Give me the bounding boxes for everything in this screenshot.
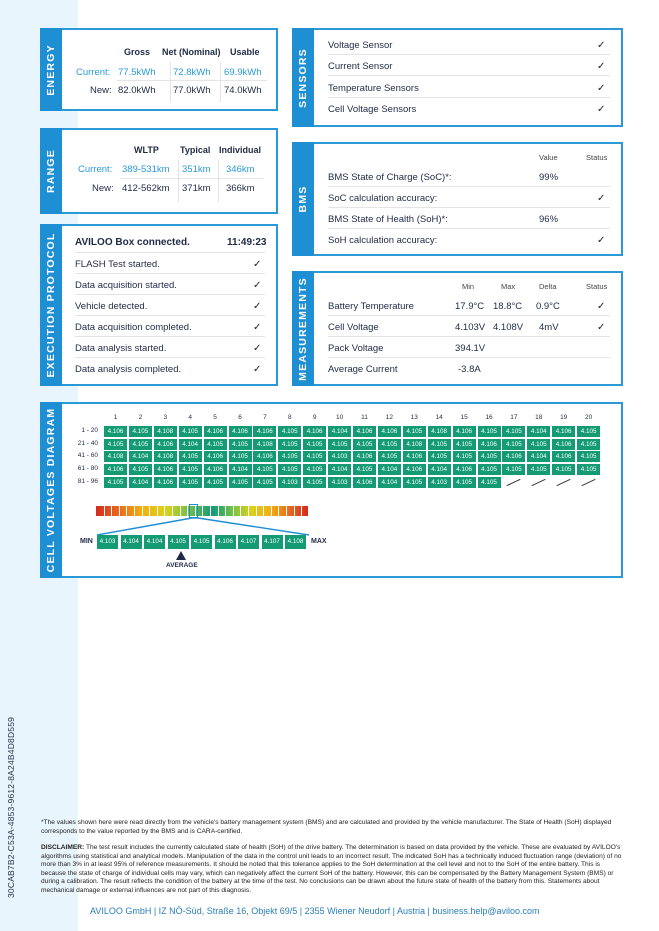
cell-voltage: 4.105 xyxy=(204,439,227,450)
divider xyxy=(328,207,610,208)
divider xyxy=(328,228,610,229)
cell-voltage xyxy=(502,477,525,488)
range-new-typical: 371km xyxy=(182,183,211,194)
energy-current-label: Current: xyxy=(76,67,111,78)
cell-voltage: 4.105 xyxy=(303,477,326,488)
bms-col-status: Status xyxy=(586,153,608,162)
meas-temp-delta: 0.9°C xyxy=(536,301,560,312)
cell-voltage: 4.105 xyxy=(428,451,451,462)
energy-new-usable: 74.0kWh xyxy=(224,85,262,96)
cell-voltage xyxy=(552,477,575,488)
cell-voltage: 4.105 xyxy=(577,439,600,450)
divider xyxy=(170,62,171,102)
column-number: 20 xyxy=(584,414,593,421)
cell-voltage: 4.104 xyxy=(527,426,550,437)
cell-voltage: 4.105 xyxy=(428,439,451,450)
meas-col-status: Status xyxy=(586,282,608,291)
check-icon: ✓ xyxy=(597,301,606,312)
disclaimer-label: DISCLAIMER: xyxy=(41,844,85,851)
cell-voltage: 4.108 xyxy=(428,426,451,437)
row-label: 81 - 96 xyxy=(77,477,98,485)
cell-voltage: 4.106 xyxy=(253,451,276,462)
cell-voltage: 4.106 xyxy=(403,451,426,462)
range-current-label: Current: xyxy=(78,164,113,175)
sensors-label: SENSORS xyxy=(292,28,314,127)
column-number: 11 xyxy=(361,414,368,421)
cell-voltage: 4.106 xyxy=(104,464,127,475)
cell-voltage: 4.106 xyxy=(303,426,326,437)
meas-col-delta: Delta xyxy=(539,282,557,291)
cell-voltage: 4.106 xyxy=(353,477,376,488)
check-icon: ✓ xyxy=(253,280,262,291)
execution-time: 11:49:23 xyxy=(227,237,267,248)
cell-voltage: 4.105 xyxy=(104,439,127,450)
min-label: MIN xyxy=(80,538,93,545)
cell-voltage: 4.103 xyxy=(328,451,351,462)
scale-value: 4.105 xyxy=(168,535,190,549)
cell-voltage: 4.108 xyxy=(154,451,177,462)
column-number: 18 xyxy=(535,414,543,421)
cell-voltage xyxy=(577,477,600,488)
range-new-individual: 366km xyxy=(226,183,255,194)
divider xyxy=(328,315,610,316)
cell-voltage: 4.105 xyxy=(478,426,501,437)
meas-cell-voltage-max: 4.108V xyxy=(493,322,524,333)
cell-voltage: 4.104 xyxy=(129,477,152,488)
cell-voltage: 4.105 xyxy=(179,464,202,475)
check-icon: ✓ xyxy=(597,193,606,204)
divider xyxy=(75,273,265,274)
meas-pack-voltage-label: Pack Voltage xyxy=(328,343,384,354)
cell-voltage: 4.105 xyxy=(353,439,376,450)
divider xyxy=(328,186,610,187)
divider xyxy=(75,294,265,295)
cell-voltage: 4.105 xyxy=(502,464,525,475)
divider xyxy=(75,315,265,316)
execution-step-3: Vehicle detected. xyxy=(75,301,148,312)
cell-voltage: 4.105 xyxy=(229,451,252,462)
range-current-typical: 351km xyxy=(182,164,211,175)
column-number: 8 xyxy=(287,414,292,421)
cell-voltage xyxy=(527,477,550,488)
column-number: 1 xyxy=(113,414,118,421)
cell-voltage: 4.105 xyxy=(303,464,326,475)
check-icon: ✓ xyxy=(253,259,262,270)
meas-pack-voltage-value: 394.1V xyxy=(455,343,486,354)
sensor-temperature: Temperature Sensors xyxy=(328,83,419,94)
check-icon: ✓ xyxy=(597,104,606,115)
cell-voltage: 4.105 xyxy=(453,451,476,462)
meas-avg-current-value: -3.8A xyxy=(458,364,481,375)
meas-col-min: Min xyxy=(462,282,475,291)
cell-voltage: 4.108 xyxy=(104,451,127,462)
meas-temp-label: Battery Temperature xyxy=(328,301,414,312)
cell-voltage: 4.105 xyxy=(229,439,252,450)
meas-temp-min: 17.9°C xyxy=(455,301,485,312)
check-icon: ✓ xyxy=(253,364,262,375)
scale-value: 4.103 xyxy=(97,535,119,549)
bms-soh-value: 96% xyxy=(539,214,559,225)
energy-label: ENERGY xyxy=(40,28,62,111)
execution-step-1: FLASH Test started. xyxy=(75,259,160,270)
cell-voltage: 4.106 xyxy=(353,426,376,437)
range-label: RANGE xyxy=(40,128,62,214)
column-number: 14 xyxy=(435,414,443,421)
meas-temp-max: 18.8°C xyxy=(493,301,523,312)
bms-soc-label: BMS State of Charge (SoC)*: xyxy=(328,172,452,183)
execution-title: AVILOO Box connected. xyxy=(75,237,190,248)
cell-voltage: 4.104 xyxy=(129,451,152,462)
cell-voltage: 4.105 xyxy=(229,477,252,488)
scale-value: 4.104 xyxy=(121,535,143,549)
cell-voltage: 4.105 xyxy=(577,451,600,462)
divider xyxy=(220,62,221,102)
cell-voltage: 4.106 xyxy=(453,426,476,437)
energy-current-net: 72.8kWh xyxy=(173,67,211,78)
range-new-label: New: xyxy=(92,183,114,194)
column-number: 3 xyxy=(163,414,168,421)
range-header-individual: Individual xyxy=(219,145,262,155)
cell-voltage: 4.104 xyxy=(527,451,550,462)
cell-voltage: 4.108 xyxy=(253,439,276,450)
check-icon: ✓ xyxy=(597,40,606,51)
cell-voltage: 4.105 xyxy=(353,464,376,475)
average-label: AVERAGE xyxy=(166,562,198,569)
execution-step-4: Data acquisition completed. xyxy=(75,322,192,333)
cell-voltage: 4.105 xyxy=(253,464,276,475)
cell-voltage: 4.105 xyxy=(278,426,301,437)
divider xyxy=(328,336,610,337)
divider xyxy=(178,160,179,202)
cell-voltage: 4.105 xyxy=(478,477,501,488)
column-number: 4 xyxy=(188,414,192,421)
scale-value: 4.107 xyxy=(262,535,284,549)
cell-voltage: 4.106 xyxy=(502,451,525,462)
energy-header-net: Net (Nominal) xyxy=(162,47,221,57)
cell-voltage: 4.104 xyxy=(328,426,351,437)
divider xyxy=(117,80,267,81)
column-number: 10 xyxy=(335,414,344,421)
check-icon: ✓ xyxy=(253,322,262,333)
energy-new-label: New: xyxy=(90,85,112,96)
cell-voltage: 4.105 xyxy=(278,439,301,450)
cell-voltage: 4.105 xyxy=(129,464,152,475)
bms-col-value: Value xyxy=(539,153,558,162)
column-number: 12 xyxy=(385,414,393,421)
range-header-typical: Typical xyxy=(180,145,211,155)
row-label: 41 - 60 xyxy=(77,452,98,460)
cell-voltage: 4.104 xyxy=(428,464,451,475)
energy-panel xyxy=(40,28,278,111)
max-label: MAX xyxy=(311,538,327,545)
cell-voltage: 4.105 xyxy=(303,439,326,450)
cell-voltage: 4.106 xyxy=(353,451,376,462)
execution-step-6: Data analysis completed. xyxy=(75,364,182,375)
divider xyxy=(120,178,264,179)
execution-step-2: Data acquisition started. xyxy=(75,280,177,291)
column-number: 6 xyxy=(238,414,242,421)
cell-voltage: 4.106 xyxy=(253,426,276,437)
cell-voltage: 4.103 xyxy=(428,477,451,488)
energy-header-usable: Usable xyxy=(230,47,260,57)
cell-voltage: 4.105 xyxy=(378,439,401,450)
row-label: 21 - 40 xyxy=(77,439,98,447)
divider xyxy=(75,357,265,358)
cell-voltage: 4.105 xyxy=(577,464,600,475)
range-current-wltp: 389-531km xyxy=(122,164,170,175)
meas-cell-voltage-label: Cell Voltage xyxy=(328,322,379,333)
cell-voltage: 4.106 xyxy=(478,439,501,450)
cell-voltage: 4.105 xyxy=(403,477,426,488)
scale-bracket xyxy=(95,515,315,537)
column-number: 2 xyxy=(138,414,143,421)
column-number: 13 xyxy=(410,414,418,421)
cell-voltage: 4.105 xyxy=(527,464,550,475)
meas-cell-voltage-delta: 4mV xyxy=(539,322,559,333)
cell-voltage: 4.103 xyxy=(278,477,301,488)
energy-current-gross: 77.5kWh xyxy=(118,67,156,78)
divider xyxy=(328,357,610,358)
cell-voltage: 4.104 xyxy=(229,464,252,475)
divider xyxy=(328,54,610,55)
divider xyxy=(328,97,610,98)
measurements-label: MEASUREMENTS xyxy=(292,271,314,386)
cell-voltage: 4.105 xyxy=(104,477,127,488)
scale-value: 4.105 xyxy=(191,535,213,549)
cell-voltage: 4.106 xyxy=(453,464,476,475)
column-number: 17 xyxy=(510,414,518,421)
cell-voltage: 4.105 xyxy=(303,451,326,462)
footer: AVILOO GmbH | IZ NÖ-Süd, Straße 16, Objekt 69/5 | 2355 Wiener Neudorf | Austria | business.help@aviloo.com xyxy=(90,906,540,916)
cell-voltage: 4.106 xyxy=(552,451,575,462)
divider xyxy=(328,75,610,76)
check-icon: ✓ xyxy=(597,61,606,72)
check-icon: ✓ xyxy=(597,235,606,246)
sensor-current: Current Sensor xyxy=(328,61,393,72)
cell-voltage: 4.108 xyxy=(403,439,426,450)
cell-voltage: 4.105 xyxy=(478,464,501,475)
check-icon: ✓ xyxy=(253,343,262,354)
cell-voltage: 4.105 xyxy=(278,451,301,462)
sensors-panel xyxy=(292,28,623,127)
scale-value: 4.108 xyxy=(285,535,307,549)
scale-value: 4.104 xyxy=(144,535,166,549)
cell-voltage: 4.106 xyxy=(204,426,227,437)
cell-voltage: 4.105 xyxy=(527,439,550,450)
bms-panel xyxy=(292,142,623,256)
cell-voltage: 4.104 xyxy=(179,439,202,450)
energy-new-net: 77.0kWh xyxy=(173,85,211,96)
check-icon: ✓ xyxy=(597,322,606,333)
cell-voltage: 4.106 xyxy=(229,426,252,437)
cell-voltage: 4.104 xyxy=(378,464,401,475)
cell-voltage: 4.105 xyxy=(179,451,202,462)
meas-cell-voltage-min: 4.103V xyxy=(455,322,486,333)
bms-soh-accuracy-label: SoH calculation accuracy: xyxy=(328,235,438,246)
column-number: 9 xyxy=(312,414,317,421)
bms-label: BMS xyxy=(292,142,314,256)
cell-voltage: 4.105 xyxy=(453,439,476,450)
cell-voltage: 4.105 xyxy=(253,477,276,488)
bms-soh-label: BMS State of Health (SoH)*: xyxy=(328,214,448,225)
measurements-panel xyxy=(292,271,623,386)
range-current-individual: 346km xyxy=(226,164,255,175)
cell-voltage: 4.105 xyxy=(378,451,401,462)
divider xyxy=(218,160,219,202)
cell-voltage: 4.106 xyxy=(204,451,227,462)
cell-voltage: 4.105 xyxy=(179,426,202,437)
row-label: 1 - 20 xyxy=(81,427,98,434)
cell-voltage: 4.108 xyxy=(154,426,177,437)
range-panel xyxy=(40,128,278,214)
document-id: 30CAB7B2-C53A-4853-9612-8A24B4D8D559 xyxy=(6,716,16,898)
disclaimer xyxy=(41,844,626,896)
cell-voltage: 4.106 xyxy=(204,464,227,475)
column-number: 16 xyxy=(485,414,493,421)
column-number: 5 xyxy=(213,414,217,421)
energy-current-usable: 69.9kWh xyxy=(224,67,262,78)
cell-voltage: 4.106 xyxy=(552,426,575,437)
cell-voltage: 4.106 xyxy=(154,477,177,488)
range-new-wltp: 412-562km xyxy=(122,183,170,194)
cell-voltage: 4.105 xyxy=(204,477,227,488)
range-header-wltp: WLTP xyxy=(134,145,159,155)
cell-voltages-label: CELL VOLTAGES DIAGRAM xyxy=(40,402,62,578)
cell-voltage: 4.105 xyxy=(577,426,600,437)
column-number: 15 xyxy=(460,414,468,421)
cell-voltage: 4.105 xyxy=(502,426,525,437)
cell-voltage: 4.105 xyxy=(278,464,301,475)
meas-col-max: Max xyxy=(501,282,516,291)
cell-voltage: 4.104 xyxy=(328,464,351,475)
divider xyxy=(75,252,265,253)
disclaimer-text: The test result includes the currently calculated state of health (SoH) of the drive battery. The determination is based on data provided by the vehicle. These are evaluated by AVILOO's algorithms using statistical and analytical models. Manipulation of the data in the control unit leads to an incorrect result. The indicated SoH has a technically induced fluctuation range (deviation) of no more than 3% in at least 95% of reference measurements. It should be noted that this tolerance applies to the SoH determination at the cell level and not to the SoH of the entire battery. This is because the state of charge of individual cells may vary, which can negatively affect the current SoH of the battery. However, this can be compensated by the Battery Management System (BMS) or during a calibration. The result reflects the condition of the battery at the time of the test. No conclusions can be drawn about the future state of health of the battery from this. Statements about mechanical damage or external influences are not part of this diagnosis. xyxy=(41,844,622,894)
cell-voltage: 4.103 xyxy=(328,477,351,488)
divider xyxy=(75,336,265,337)
cell-voltage: 4.106 xyxy=(403,464,426,475)
cell-voltage: 4.106 xyxy=(378,426,401,437)
scale-value: 4.107 xyxy=(238,535,260,549)
column-number: 19 xyxy=(560,414,568,421)
bms-soc-value: 99% xyxy=(539,172,559,183)
cell-voltage: 4.106 xyxy=(154,464,177,475)
row-label: 61 - 80 xyxy=(77,465,98,473)
footnote: *The values shown here were read directly from the vehicle's battery management system (BMS) and are calculated and provided by the vehicle manufacturer. The State of Health (SoH) displayed corresponds to the value reported by the BMS and is CARA-certified. xyxy=(41,819,612,835)
cell-voltage: 4.105 xyxy=(129,439,152,450)
execution-protocol-panel xyxy=(40,224,278,386)
average-arrow-icon xyxy=(176,551,186,560)
cell-voltage: 4.105 xyxy=(129,426,152,437)
energy-header-gross: Gross xyxy=(124,47,151,57)
scale-value: 4.106 xyxy=(215,535,237,549)
cell-voltage: 4.105 xyxy=(328,439,351,450)
cell-voltage: 4.106 xyxy=(104,426,127,437)
execution-protocol-label: EXECUTION PROTOCOL xyxy=(40,224,62,386)
cell-voltage: 4.105 xyxy=(552,464,575,475)
execution-step-5: Data analysis started. xyxy=(75,343,167,354)
cell-voltage: 4.105 xyxy=(502,439,525,450)
cell-voltage: 4.106 xyxy=(552,439,575,450)
cell-voltage: 4.105 xyxy=(403,426,426,437)
cell-voltage: 4.106 xyxy=(154,439,177,450)
sensor-voltage: Voltage Sensor xyxy=(328,40,393,51)
cell-voltage: 4.105 xyxy=(478,451,501,462)
column-number: 7 xyxy=(263,414,267,421)
sensor-cell-voltage: Cell Voltage Sensors xyxy=(328,104,417,115)
check-icon: ✓ xyxy=(253,301,262,312)
cell-voltage: 4.105 xyxy=(453,477,476,488)
meas-avg-current-label: Average Current xyxy=(328,364,398,375)
cell-voltage: 4.105 xyxy=(179,477,202,488)
bms-soc-accuracy-label: SoC calculation accuracy: xyxy=(328,193,438,204)
cell-voltage: 4.104 xyxy=(378,477,401,488)
check-icon: ✓ xyxy=(597,83,606,94)
energy-new-gross: 82.0kWh xyxy=(118,85,156,96)
